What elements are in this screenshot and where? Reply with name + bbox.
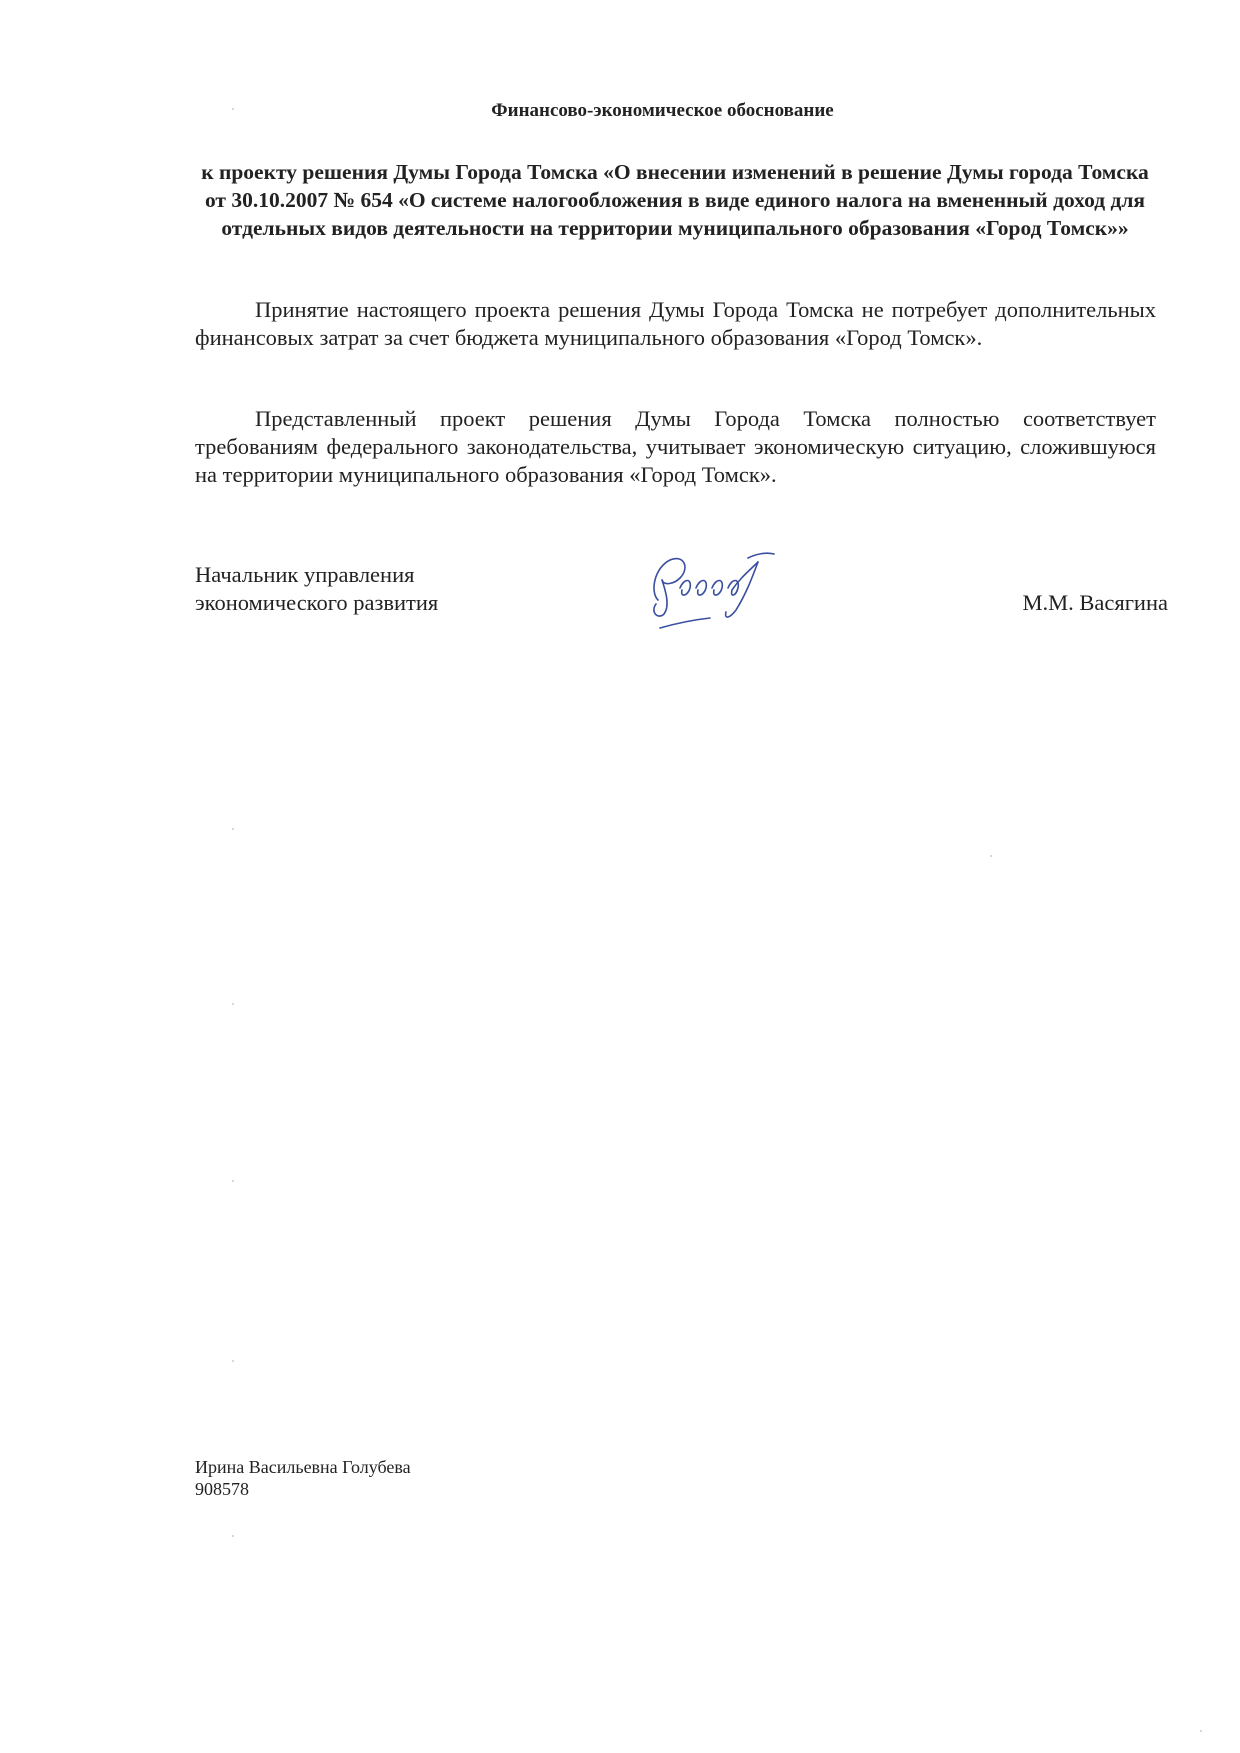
scan-speck (990, 855, 992, 857)
scan-speck (232, 1360, 234, 1362)
scan-speck (232, 1180, 234, 1182)
signatory-name: М.М. Васягина (1022, 590, 1168, 615)
contact-name: Ирина Васильевна Голубева (195, 1457, 411, 1477)
scan-speck (232, 828, 234, 830)
paragraph-1: Принятие настоящего проекта решения Думы Города Томска не потребует дополнительных финансовых затрат за счет бюджета муниципального образования «Город Томск». (195, 297, 1156, 350)
contact-block (195, 1456, 411, 1500)
document-subtitle: к проекту решения Думы Города Томска «О внесении изменений в решение Думы города Томска от 30.10.2007 № 654 «О системе налогообложения в виде единого налога на вмененный доход для отдельных видов деятельности на территории муниципального образования «Город Томск»» (201, 160, 1149, 240)
scan-speck (1200, 1730, 1202, 1732)
scan-speck (232, 1003, 234, 1005)
document-title: Финансово-экономическое обоснование (491, 100, 834, 121)
signatory-position-line1: Начальник управления (195, 562, 415, 587)
handwritten-signature (640, 548, 790, 638)
scan-speck (232, 1535, 234, 1537)
contact-phone: 908578 (195, 1479, 249, 1499)
scan-speck (232, 108, 234, 110)
signatory-position (195, 561, 438, 617)
paragraph-2: Представленный проект решения Думы Города Томска полностью соответствует требованиям федерального законодательства, учитывает экономическую ситуацию, сложившуюся на территории муниципального образования «Город Томск». (195, 406, 1156, 487)
signatory-position-line2: экономического развития (195, 590, 439, 615)
